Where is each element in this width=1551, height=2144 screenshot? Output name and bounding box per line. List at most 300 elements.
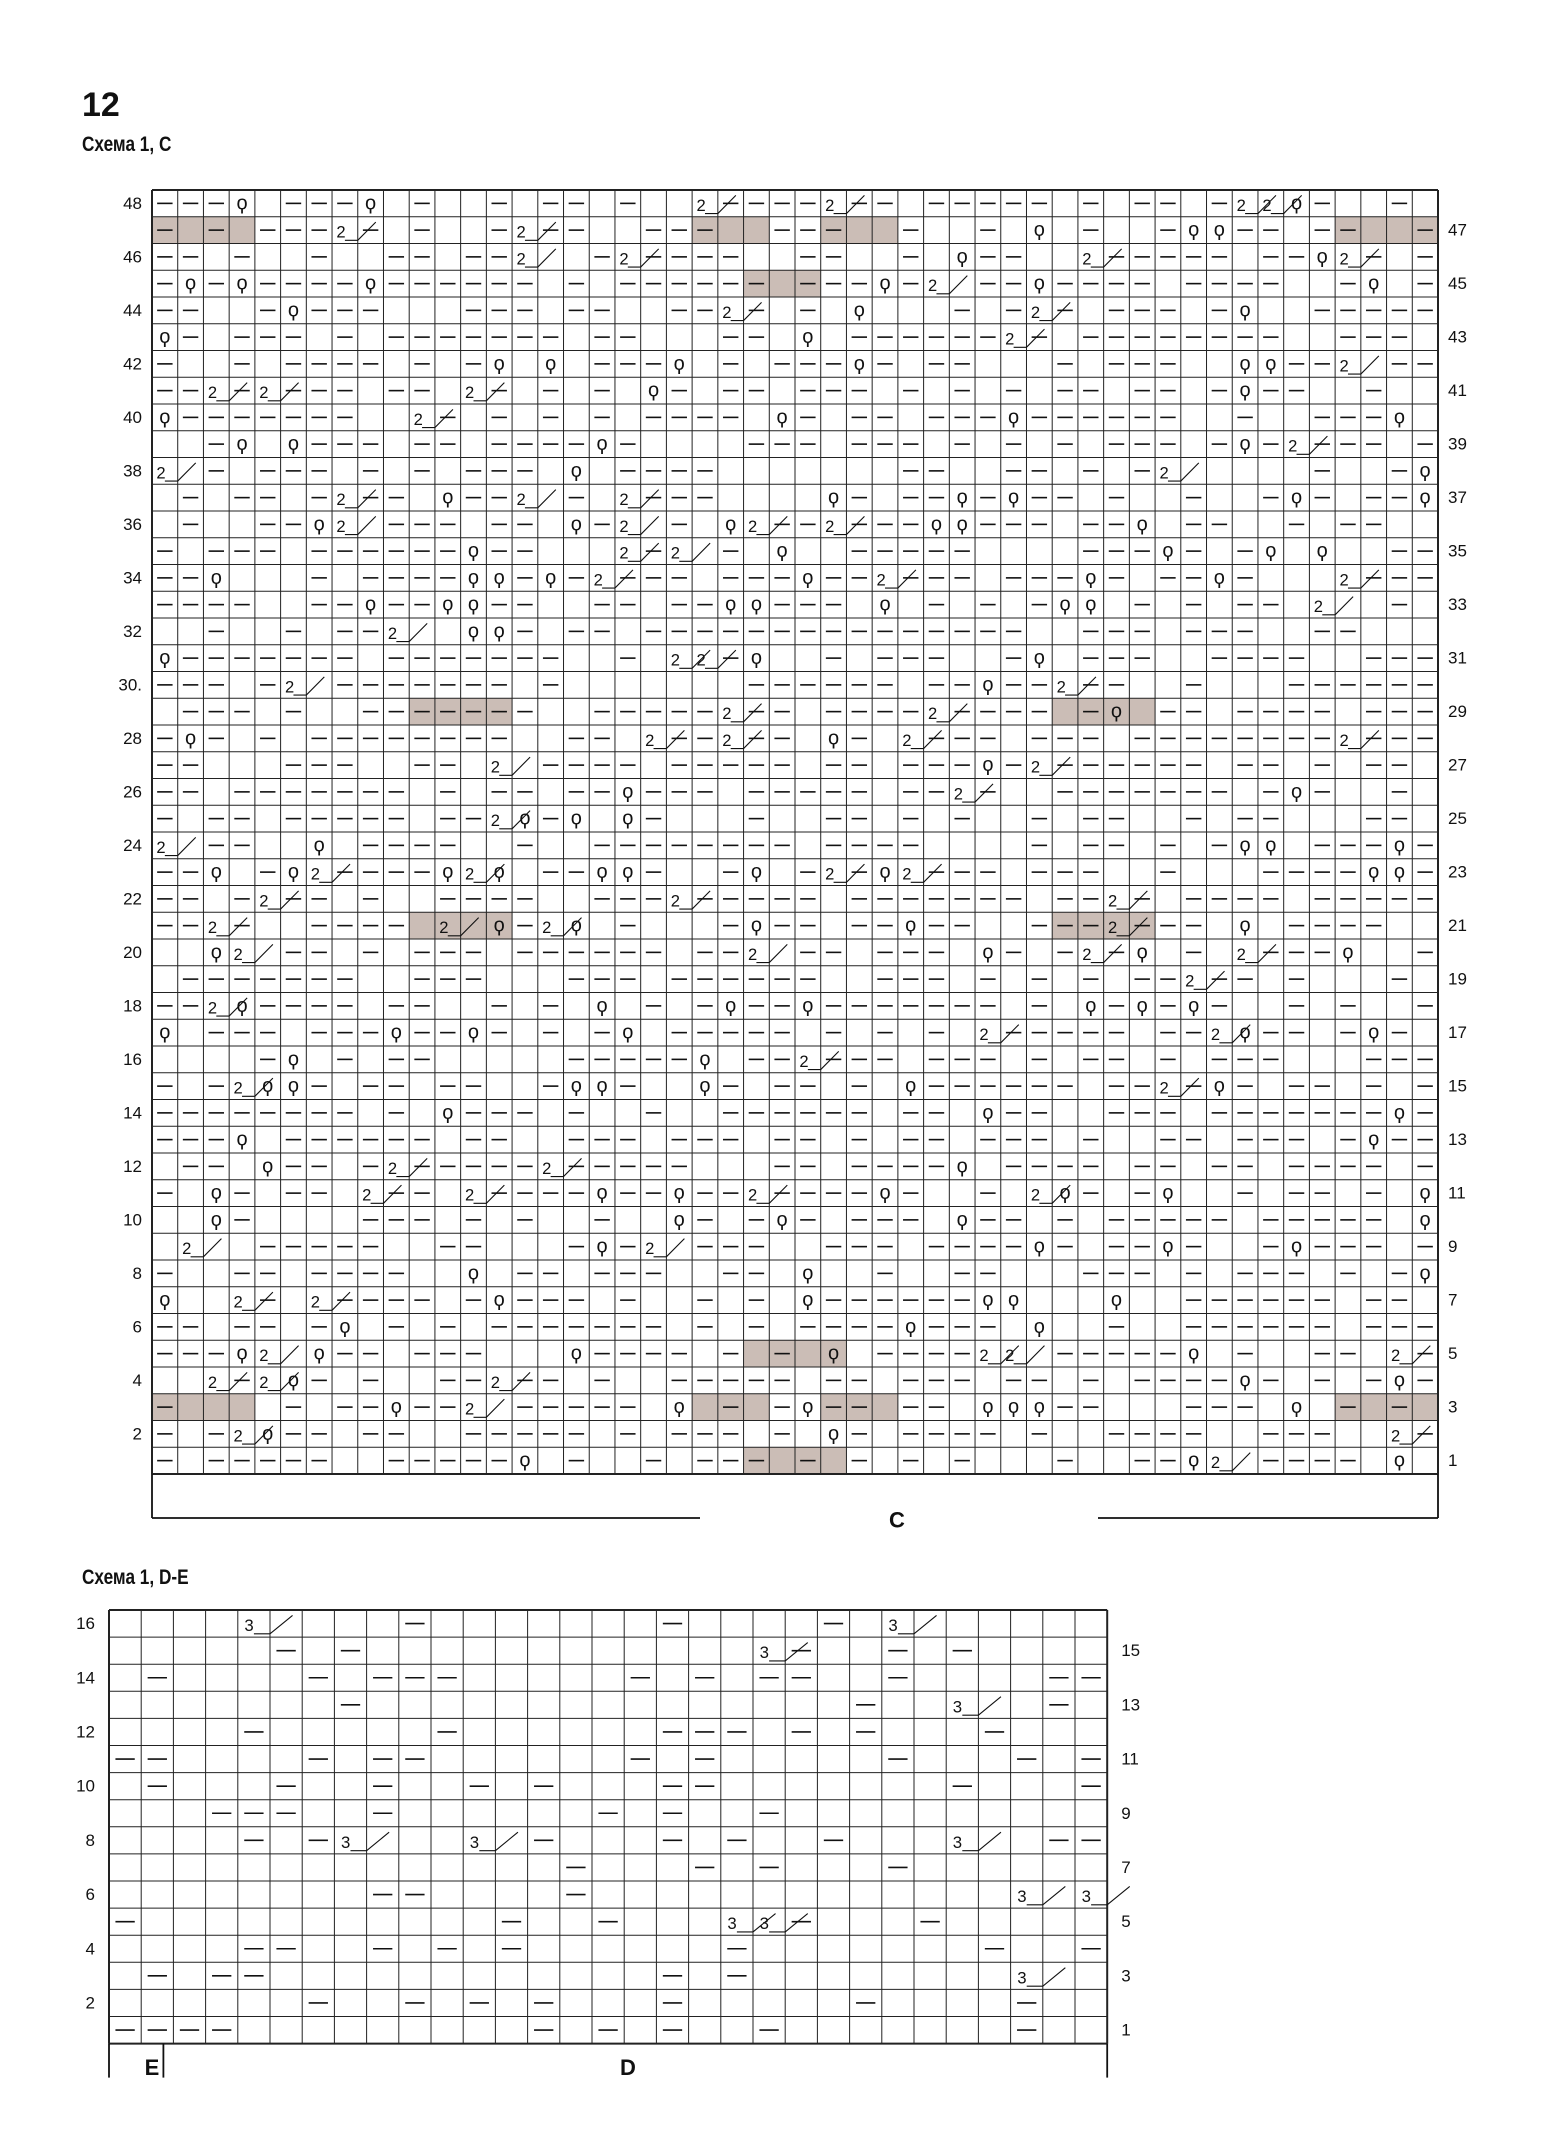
cable-cross-symbol: 2: [670, 891, 681, 911]
cable-cross-symbol: 2: [1082, 944, 1092, 964]
cable-cross-symbol: 2: [1159, 463, 1169, 483]
twisted-stitch-symbol: ϙ: [622, 780, 634, 803]
row-label-right: 37: [1448, 488, 1467, 508]
twisted-stitch-symbol: ϙ: [1368, 272, 1380, 295]
twisted-stitch-symbol: ϙ: [1033, 1396, 1045, 1419]
cable-cross-line: [1027, 1968, 1066, 1986]
twisted-stitch-symbol: ϙ: [493, 1289, 505, 1312]
cable-cross-symbol: 2: [670, 650, 681, 670]
twisted-stitch-symbol: ϙ: [442, 1101, 454, 1124]
twisted-stitch-symbol: ϙ: [1136, 513, 1148, 536]
cable-cross-symbol: 2: [516, 222, 526, 242]
twisted-stitch-symbol: ϙ: [802, 566, 814, 589]
twisted-stitch-symbol: ϙ: [159, 1289, 171, 1312]
grid-lines: [109, 1610, 1107, 2044]
twisted-stitch-symbol: ϙ: [622, 807, 634, 830]
cable-cross-symbol: 2: [876, 570, 886, 590]
twisted-stitch-symbol: ϙ: [210, 1208, 222, 1231]
cable-cross-line: [551, 1158, 582, 1176]
twisted-stitch-symbol: ϙ: [493, 620, 505, 643]
cable-cross-line: [628, 543, 659, 561]
cable-cross-symbol: 3: [1017, 1887, 1027, 1907]
row-label-left: 14: [76, 1668, 95, 1688]
cable-cross-line: [1014, 329, 1045, 347]
cable-cross-line: [628, 516, 659, 534]
cable-cross-symbol: 2: [979, 1025, 989, 1045]
twisted-stitch-symbol: ϙ: [879, 861, 891, 884]
cable-cross-line: [1091, 944, 1122, 962]
twisted-stitch-symbol: ϙ: [1393, 1369, 1405, 1392]
twisted-stitch-symbol: ϙ: [776, 1208, 788, 1231]
twisted-stitch-symbol: ϙ: [1162, 1235, 1174, 1258]
cable-cross-line: [705, 650, 736, 668]
twisted-stitch-symbol: ϙ: [210, 1182, 222, 1205]
row-label-right: 41: [1448, 381, 1467, 401]
twisted-stitch-symbol: ϙ: [596, 994, 608, 1017]
cable-cross-symbol: 2: [465, 1185, 475, 1205]
twisted-stitch-symbol: ϙ: [596, 1235, 608, 1258]
twisted-stitch-symbol: ϙ: [956, 486, 968, 509]
twisted-stitch-symbol: ϙ: [1290, 780, 1303, 803]
cable-cross-symbol: 3: [244, 1616, 254, 1636]
twisted-stitch-symbol: ϙ: [287, 433, 300, 456]
cable-cross-symbol: 2: [336, 516, 346, 536]
twisted-stitch-symbol: ϙ: [287, 1369, 300, 1392]
twisted-stitch-symbol: ϙ: [365, 192, 377, 215]
row-label-right: 5: [1121, 1912, 1131, 1932]
cable-cross-line: [1348, 730, 1379, 748]
twisted-stitch-symbol: ϙ: [493, 914, 505, 937]
cable-cross-symbol: 2: [747, 1185, 758, 1205]
cable-cross-line: [254, 1615, 293, 1633]
cable-cross-symbol: 2: [465, 383, 475, 403]
twisted-stitch-symbol: ϙ: [1265, 834, 1277, 857]
cable-cross-symbol: 2: [156, 837, 166, 857]
row-label-left: 8: [132, 1263, 142, 1283]
twisted-stitch-symbol: ϙ: [802, 1262, 814, 1285]
row-label-left: 4: [85, 1939, 95, 1959]
cable-cross-symbol: 2: [284, 677, 295, 697]
cable-cross-symbol: 3: [1017, 1968, 1027, 1988]
cable-cross-line: [1091, 1886, 1130, 1904]
cable-cross-line: [834, 516, 865, 534]
twisted-stitch-symbol: ϙ: [236, 1128, 248, 1151]
row-label-right: 11: [1121, 1749, 1139, 1769]
cable-cross-symbol: 3: [888, 1616, 898, 1636]
twisted-stitch-symbol: ϙ: [262, 1155, 274, 1178]
twisted-stitch-symbol: ϙ: [596, 1182, 608, 1205]
cable-cross-line: [962, 784, 993, 802]
twisted-stitch-symbol: ϙ: [287, 1048, 300, 1071]
twisted-stitch-symbol: ϙ: [1188, 994, 1200, 1017]
chart-de: [76, 1610, 1140, 2044]
cable-cross-line: [499, 757, 530, 775]
cable-cross-line: [705, 195, 736, 213]
twisted-stitch-symbol: ϙ: [956, 513, 968, 536]
cable-cross-line: [1322, 597, 1353, 615]
cable-cross-symbol: 3: [340, 1832, 351, 1852]
row-label-right: 3: [1448, 1397, 1458, 1417]
twisted-stitch-symbol: ϙ: [236, 192, 248, 215]
cable-cross-symbol: 2: [310, 1292, 320, 1312]
twisted-stitch-symbol: ϙ: [982, 1101, 994, 1124]
page-number: 12: [82, 86, 120, 124]
twisted-stitch-symbol: ϙ: [596, 1075, 608, 1098]
row-label-left: 16: [123, 1049, 142, 1069]
twisted-stitch-symbol: ϙ: [545, 566, 557, 589]
twisted-stitch-symbol: ϙ: [159, 326, 171, 349]
cable-cross-line: [396, 1158, 427, 1176]
twisted-stitch-symbol: ϙ: [1162, 540, 1174, 563]
twisted-stitch-symbol: ϙ: [519, 807, 531, 830]
cable-cross-symbol: 2: [696, 650, 706, 670]
twisted-stitch-symbol: ϙ: [1239, 352, 1251, 375]
twisted-stitch-symbol: ϙ: [647, 379, 660, 402]
cable-cross-line: [1168, 463, 1199, 481]
cable-cross-symbol: 2: [645, 730, 655, 750]
cable-cross-symbol: 3: [469, 1832, 480, 1852]
cable-cross-symbol: 2: [259, 891, 269, 911]
twisted-stitch-symbol: ϙ: [853, 299, 865, 322]
row-label-left: 22: [123, 889, 142, 909]
row-label-right: 1: [1121, 2020, 1131, 2040]
row-label-left: 28: [123, 728, 142, 748]
row-label-left: 36: [123, 514, 142, 534]
twisted-stitch-symbol: ϙ: [1393, 1101, 1405, 1124]
twisted-stitch-symbol: ϙ: [982, 754, 994, 777]
cable-cross-line: [988, 1025, 1019, 1043]
cable-cross-symbol: 2: [1030, 302, 1041, 322]
twisted-stitch-symbol: ϙ: [1008, 1396, 1020, 1419]
row-label-left: 40: [123, 407, 142, 427]
twisted-stitch-symbol: ϙ: [159, 406, 171, 429]
row-label-left: 6: [132, 1317, 142, 1337]
twisted-stitch-symbol: ϙ: [596, 433, 608, 456]
twisted-stitch-symbol: ϙ: [1033, 272, 1045, 295]
twisted-stitch-symbol: ϙ: [1085, 994, 1097, 1017]
twisted-stitch-symbol: ϙ: [467, 593, 480, 616]
row-label-left: 24: [123, 835, 142, 855]
cable-cross-symbol: 2: [439, 918, 449, 938]
twisted-stitch-symbol: ϙ: [956, 245, 968, 268]
cable-cross-line: [1091, 249, 1122, 267]
cable-cross-line: [165, 837, 196, 855]
cable-cross-symbol: 2: [542, 918, 552, 938]
twisted-stitch-symbol: ϙ: [262, 1422, 274, 1445]
twisted-stitch-symbol: ϙ: [570, 807, 582, 830]
row-label-right: 39: [1448, 434, 1467, 454]
cable-cross-symbol: 2: [1030, 757, 1041, 777]
twisted-stitch-symbol: ϙ: [905, 914, 917, 937]
cable-cross-line: [319, 1292, 350, 1310]
cable-cross-line: [756, 944, 787, 962]
cable-cross-symbol: 2: [387, 1158, 398, 1178]
cable-cross-symbol: 2: [1108, 918, 1118, 938]
twisted-stitch-symbol: ϙ: [236, 433, 248, 456]
row-label-right: 7: [1448, 1290, 1458, 1310]
cable-cross-line: [1168, 1078, 1199, 1096]
cable-cross-symbol: 2: [233, 1292, 243, 1312]
cable-cross-line: [808, 1051, 839, 1069]
row-label-right: 7: [1121, 1857, 1131, 1877]
cable-cross-symbol: 2: [722, 302, 732, 322]
cable-cross-symbol: 2: [233, 1078, 243, 1098]
twisted-stitch-symbol: ϙ: [956, 1155, 968, 1178]
cable-cross-line: [422, 409, 453, 427]
twisted-stitch-symbol: ϙ: [570, 513, 582, 536]
twisted-stitch-symbol: ϙ: [879, 1182, 891, 1205]
twisted-stitch-symbol: ϙ: [159, 1021, 171, 1044]
cable-cross-line: [1399, 1426, 1430, 1444]
twisted-stitch-symbol: ϙ: [750, 647, 762, 670]
row-label-right: 17: [1448, 1023, 1467, 1043]
cable-cross-line: [1245, 944, 1276, 962]
cable-cross-symbol: 2: [747, 944, 758, 964]
twisted-stitch-symbol: ϙ: [776, 540, 788, 563]
cable-cross-line: [834, 195, 865, 213]
twisted-stitch-symbol: ϙ: [1419, 1182, 1431, 1205]
cable-cross-symbol: 2: [362, 1185, 372, 1205]
cable-cross-symbol: 2: [799, 1051, 809, 1071]
row-label-left: 32: [123, 621, 142, 641]
twisted-stitch-symbol: ϙ: [879, 593, 891, 616]
twisted-stitch-symbol: ϙ: [905, 1075, 917, 1098]
stitch-symbols: [115, 1615, 1129, 2030]
cable-cross-symbol: 2: [927, 276, 938, 296]
cable-cross-line: [679, 543, 710, 561]
cable-cross-symbol: 2: [927, 704, 938, 724]
cable-cross-line: [756, 516, 787, 534]
cable-cross-symbol: 2: [233, 1426, 243, 1446]
twisted-stitch-symbol: ϙ: [210, 861, 222, 884]
row-label-right: 11: [1448, 1183, 1466, 1203]
twisted-stitch-symbol: ϙ: [725, 994, 737, 1017]
twisted-stitch-symbol: ϙ: [570, 1342, 582, 1365]
twisted-stitch-symbol: ϙ: [467, 1262, 480, 1285]
cable-cross-symbol: 2: [465, 1399, 475, 1419]
section-label-d: D: [620, 2055, 636, 2081]
cable-cross-symbol: 2: [1390, 1346, 1401, 1366]
cable-cross-symbol: 2: [336, 490, 346, 510]
row-label-left: 8: [85, 1830, 95, 1850]
cable-cross-symbol: 2: [516, 249, 526, 269]
cable-cross-symbol: 2: [1288, 436, 1298, 456]
cable-cross-line: [628, 249, 659, 267]
twisted-stitch-symbol: ϙ: [1136, 941, 1148, 964]
cable-cross-line: [936, 276, 967, 294]
cable-cross-line: [1194, 971, 1225, 989]
twisted-stitch-symbol: ϙ: [1419, 459, 1431, 482]
cable-cross-symbol: 2: [619, 516, 629, 536]
cable-cross-line: [371, 1185, 402, 1203]
cable-cross-symbol: 2: [387, 623, 398, 643]
row-label-left: 16: [76, 1614, 95, 1634]
twisted-stitch-symbol: ϙ: [210, 566, 222, 589]
row-label-right: 5: [1448, 1344, 1458, 1364]
cable-cross-line: [293, 677, 324, 695]
twisted-stitch-symbol: ϙ: [1419, 1208, 1431, 1231]
cable-cross-symbol: 2: [207, 998, 218, 1018]
twisted-stitch-symbol: ϙ: [313, 1342, 325, 1365]
cable-cross-symbol: 2: [825, 195, 835, 215]
cable-cross-symbol: 2: [1339, 730, 1349, 750]
twisted-stitch-symbol: ϙ: [1239, 1369, 1251, 1392]
cable-cross-symbol: 2: [722, 730, 732, 750]
cable-cross-line: [396, 623, 427, 641]
cable-cross-symbol: 2: [902, 730, 912, 750]
cable-cross-line: [834, 864, 865, 882]
cable-cross-symbol: 2: [722, 704, 732, 724]
twisted-stitch-symbol: ϙ: [1033, 1315, 1045, 1338]
twisted-stitch-symbol: ϙ: [287, 1075, 300, 1098]
twisted-stitch-symbol: ϙ: [570, 1075, 582, 1098]
cable-cross-symbol: 2: [1339, 249, 1349, 269]
twisted-stitch-symbol: ϙ: [1342, 941, 1354, 964]
twisted-stitch-symbol: ϙ: [1188, 219, 1200, 242]
cable-cross-line: [962, 1697, 1001, 1715]
row-label-right: 23: [1448, 862, 1467, 882]
cable-cross-line: [216, 383, 247, 401]
cable-cross-line: [737, 1914, 776, 1932]
twisted-stitch-symbol: ϙ: [1033, 647, 1045, 670]
twisted-stitch-symbol: ϙ: [210, 941, 222, 964]
cable-cross-symbol: 2: [207, 918, 218, 938]
row-label-left: 34: [123, 568, 142, 588]
cable-cross-symbol: 2: [1159, 1078, 1169, 1098]
row-label-left: 12: [123, 1156, 142, 1176]
chart-de-title: Схема 1, D-E: [82, 1566, 189, 1589]
twisted-stitch-symbol: ϙ: [1188, 1449, 1200, 1472]
row-label-left: 18: [123, 996, 142, 1016]
twisted-stitch-symbol: ϙ: [493, 566, 505, 589]
cable-cross-symbol: 3: [759, 1643, 769, 1663]
cable-cross-line: [1399, 1346, 1430, 1364]
cable-cross-symbol: 2: [619, 490, 629, 510]
cable-cross-line: [345, 490, 376, 508]
twisted-stitch-symbol: ϙ: [905, 1315, 917, 1338]
twisted-stitch-symbol: ϙ: [570, 914, 582, 937]
twisted-stitch-symbol: ϙ: [673, 1182, 685, 1205]
cable-cross-symbol: 3: [727, 1914, 737, 1934]
twisted-stitch-symbol: ϙ: [570, 459, 582, 482]
cable-cross-symbol: 2: [1210, 1025, 1221, 1045]
cable-cross-symbol: 2: [979, 1346, 989, 1366]
cable-cross-symbol: 2: [207, 1372, 218, 1392]
cable-cross-symbol: 2: [1339, 570, 1349, 590]
cable-cross-line: [1027, 1886, 1066, 1904]
cable-cross-symbol: 2: [310, 864, 320, 884]
twisted-stitch-symbol: ϙ: [879, 272, 891, 295]
twisted-stitch-symbol: ϙ: [776, 406, 788, 429]
cable-cross-line: [885, 570, 916, 588]
cable-cross-symbol: 2: [182, 1239, 192, 1259]
row-label-left: 10: [76, 1776, 95, 1796]
cable-cross-symbol: 2: [259, 1346, 269, 1366]
row-label-left: 10: [123, 1210, 142, 1230]
cable-cross-symbol: 2: [1339, 356, 1349, 376]
twisted-stitch-symbol: ϙ: [956, 1208, 968, 1231]
twisted-stitch-symbol: ϙ: [828, 727, 840, 750]
cable-cross-line: [731, 704, 762, 722]
cable-cross-symbol: 2: [902, 864, 912, 884]
cable-cross-line: [911, 864, 942, 882]
twisted-stitch-symbol: ϙ: [1239, 379, 1251, 402]
row-label-right: 3: [1121, 1966, 1131, 1986]
cable-cross-symbol: 2: [1236, 944, 1246, 964]
twisted-stitch-symbol: ϙ: [236, 1342, 248, 1365]
cable-cross-line: [345, 516, 376, 534]
cable-cross-line: [1039, 302, 1070, 320]
twisted-stitch-symbol: ϙ: [1393, 834, 1405, 857]
twisted-stitch-symbol: ϙ: [802, 326, 814, 349]
twisted-stitch-symbol: ϙ: [750, 861, 762, 884]
cable-cross-line: [525, 490, 556, 508]
cable-cross-line: [602, 570, 633, 588]
row-label-right: 21: [1448, 916, 1467, 936]
twisted-stitch-symbol: ϙ: [467, 1021, 480, 1044]
twisted-stitch-symbol: ϙ: [1213, 219, 1225, 242]
cable-cross-symbol: 2: [259, 383, 269, 403]
cable-cross-symbol: 2: [747, 516, 758, 536]
row-label-left: 4: [132, 1370, 142, 1390]
cable-cross-line: [345, 222, 376, 240]
twisted-stitch-symbol: ϙ: [673, 1396, 685, 1419]
twisted-stitch-symbol: ϙ: [1239, 1021, 1251, 1044]
cable-cross-line: [1348, 356, 1379, 374]
cable-cross-line: [242, 944, 273, 962]
cable-cross-line: [268, 891, 299, 909]
cable-cross-line: [242, 1292, 273, 1310]
twisted-stitch-symbol: ϙ: [365, 593, 377, 616]
cable-cross-symbol: 2: [953, 784, 963, 804]
twisted-stitch-symbol: ϙ: [1162, 1182, 1174, 1205]
twisted-stitch-symbol: ϙ: [287, 299, 300, 322]
row-label-left: 30.: [118, 675, 142, 695]
cable-cross-symbol: 2: [1262, 195, 1272, 215]
cable-cross-symbol: 2: [1005, 1346, 1015, 1366]
twisted-stitch-symbol: ϙ: [467, 566, 480, 589]
twisted-stitch-symbol: ϙ: [262, 1075, 274, 1098]
cable-cross-symbol: 2: [619, 249, 629, 269]
cable-cross-line: [731, 302, 762, 320]
cable-cross-symbol: 2: [619, 543, 629, 563]
cable-cross-symbol: 2: [207, 383, 218, 403]
cable-cross-symbol: 2: [465, 864, 475, 884]
twisted-stitch-symbol: ϙ: [1419, 1262, 1431, 1285]
twisted-stitch-symbol: ϙ: [236, 272, 248, 295]
twisted-stitch-symbol: ϙ: [802, 994, 814, 1017]
twisted-stitch-symbol: ϙ: [390, 1396, 402, 1419]
twisted-stitch-symbol: ϙ: [1393, 1449, 1405, 1472]
twisted-stitch-symbol: ϙ: [1110, 1289, 1123, 1312]
twisted-stitch-symbol: ϙ: [442, 593, 454, 616]
cable-cross-line: [1348, 570, 1379, 588]
row-label-right: 9: [1121, 1803, 1131, 1823]
twisted-stitch-symbol: ϙ: [1239, 914, 1251, 937]
cable-cross-symbol: 2: [233, 944, 243, 964]
cable-cross-symbol: 2: [1210, 1453, 1221, 1473]
row-label-right: 29: [1448, 702, 1467, 722]
twisted-stitch-symbol: ϙ: [1290, 486, 1303, 509]
chart-c-title: Схема 1, С: [82, 133, 172, 156]
cable-cross-symbol: 2: [696, 195, 706, 215]
cable-cross-line: [1065, 677, 1096, 695]
twisted-stitch-symbol: ϙ: [1368, 1021, 1380, 1044]
twisted-stitch-symbol: ϙ: [519, 1449, 531, 1472]
twisted-stitch-symbol: ϙ: [467, 620, 480, 643]
cable-cross-line: [1348, 249, 1379, 267]
cable-cross-line: [769, 1643, 808, 1661]
